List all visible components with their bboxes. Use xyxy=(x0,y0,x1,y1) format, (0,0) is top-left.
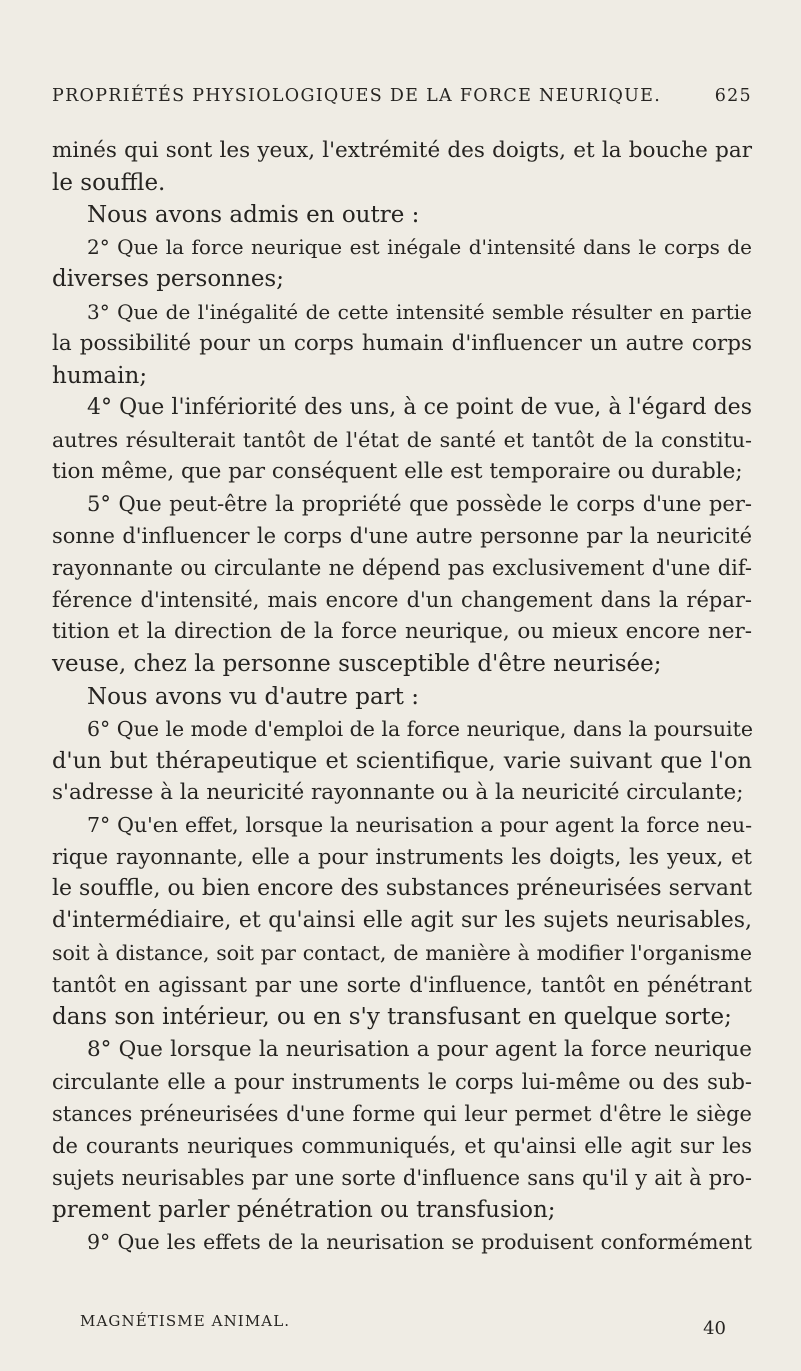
text-line: minés qui sont les yeux, l'extrémité des doigts, et la bouche par xyxy=(52,138,752,163)
text-line: s'adresse à la neuricité rayonnante ou à la neuricité circulante; xyxy=(52,780,744,805)
text-line: 2° Que la force neurique est inégale d'intensité dans le corps de xyxy=(87,235,752,259)
page-footer xyxy=(80,1312,752,1338)
text-line: 7° Qu'en effet, lorsque la neurisation a pour agent la force neu- xyxy=(87,813,752,837)
text-line: sujets neurisables par une sorte d'influence sans qu'il y ait à pro- xyxy=(52,1166,752,1190)
text-line: 3° Que de l'inégalité de cette intensité semble résulter en partie xyxy=(87,300,752,324)
text-line: d'un but thérapeutique et scientifique, varie suivant que l'on xyxy=(52,748,752,774)
text-line: 4° Que l'infériorité des uns, à ce point de vue, à l'égard des xyxy=(87,395,752,420)
signature-mark: 40 xyxy=(703,1318,726,1339)
running-title: PROPRIÉTÉS PHYSIOLOGIQUES DE LA FORCE NEURIQUE. xyxy=(52,86,662,106)
text-line: autres résulterait tantôt de l'état de santé et tantôt de la constitu- xyxy=(52,428,752,452)
text-line: tantôt en agissant par une sorte d'influence, tantôt en pénétrant xyxy=(52,973,752,997)
text-line: rayonnante ou circulante ne dépend pas exclusivement d'une dif- xyxy=(52,556,752,580)
book-title-footer: MAGNÉTISME ANIMAL. xyxy=(80,1312,291,1330)
text-line: férence d'intensité, mais encore d'un changement dans la répar- xyxy=(52,588,752,612)
text-line: Nous avons vu d'autre part : xyxy=(87,684,419,710)
text-line: dans son intérieur, ou en s'y transfusant en quelque sorte; xyxy=(52,1004,732,1030)
text-line: 5° Que peut-être la propriété que possède le corps d'une per- xyxy=(87,492,752,516)
text-line: tion même, que par conséquent elle est temporaire ou durable; xyxy=(52,459,743,484)
text-line: 9° Que les effets de la neurisation se produisent conformément xyxy=(87,1230,752,1254)
text-line: 6° Que le mode d'emploi de la force neurique, dans la poursuite xyxy=(87,717,753,741)
text-line: soit à distance, soit par contact, de manière à modifier l'organisme xyxy=(52,941,752,965)
text-line: tition et la direction de la force neurique, ou mieux encore ner- xyxy=(52,619,752,644)
text-line: d'intermédiaire, et qu'ainsi elle agit sur les sujets neurisables, xyxy=(52,908,752,933)
text-line: circulante elle a pour instruments le corps lui-même ou des sub- xyxy=(52,1070,752,1094)
text-line: le souffle. xyxy=(52,170,166,196)
text-line: la possibilité pour un corps humain d'influencer un autre corps xyxy=(52,331,752,356)
text-line: prement parler pénétration ou transfusion; xyxy=(52,1197,556,1223)
text-line: stances préneurisées d'une forme qui leur permet d'être le siège xyxy=(52,1102,752,1126)
text-line: diverses personnes; xyxy=(52,266,284,292)
text-line: Nous avons admis en outre : xyxy=(87,202,420,228)
text-line: rique rayonnante, elle a pour instruments les doigts, les yeux, et xyxy=(52,845,752,869)
text-line: humain; xyxy=(52,363,148,389)
page-number: 625 xyxy=(714,86,752,106)
text-line: de courants neuriques communiqués, et qu'ainsi elle agit sur les xyxy=(52,1134,752,1158)
text-line: 8° Que lorsque la neurisation a pour agent la force neurique xyxy=(87,1037,752,1062)
running-header xyxy=(52,86,752,116)
text-line: le souffle, ou bien encore des substances préneurisées servant xyxy=(52,876,752,901)
text-line: veuse, chez la personne susceptible d'être neurisée; xyxy=(52,651,662,677)
text-line: sonne d'influencer le corps d'une autre personne par la neuricité xyxy=(52,524,752,548)
